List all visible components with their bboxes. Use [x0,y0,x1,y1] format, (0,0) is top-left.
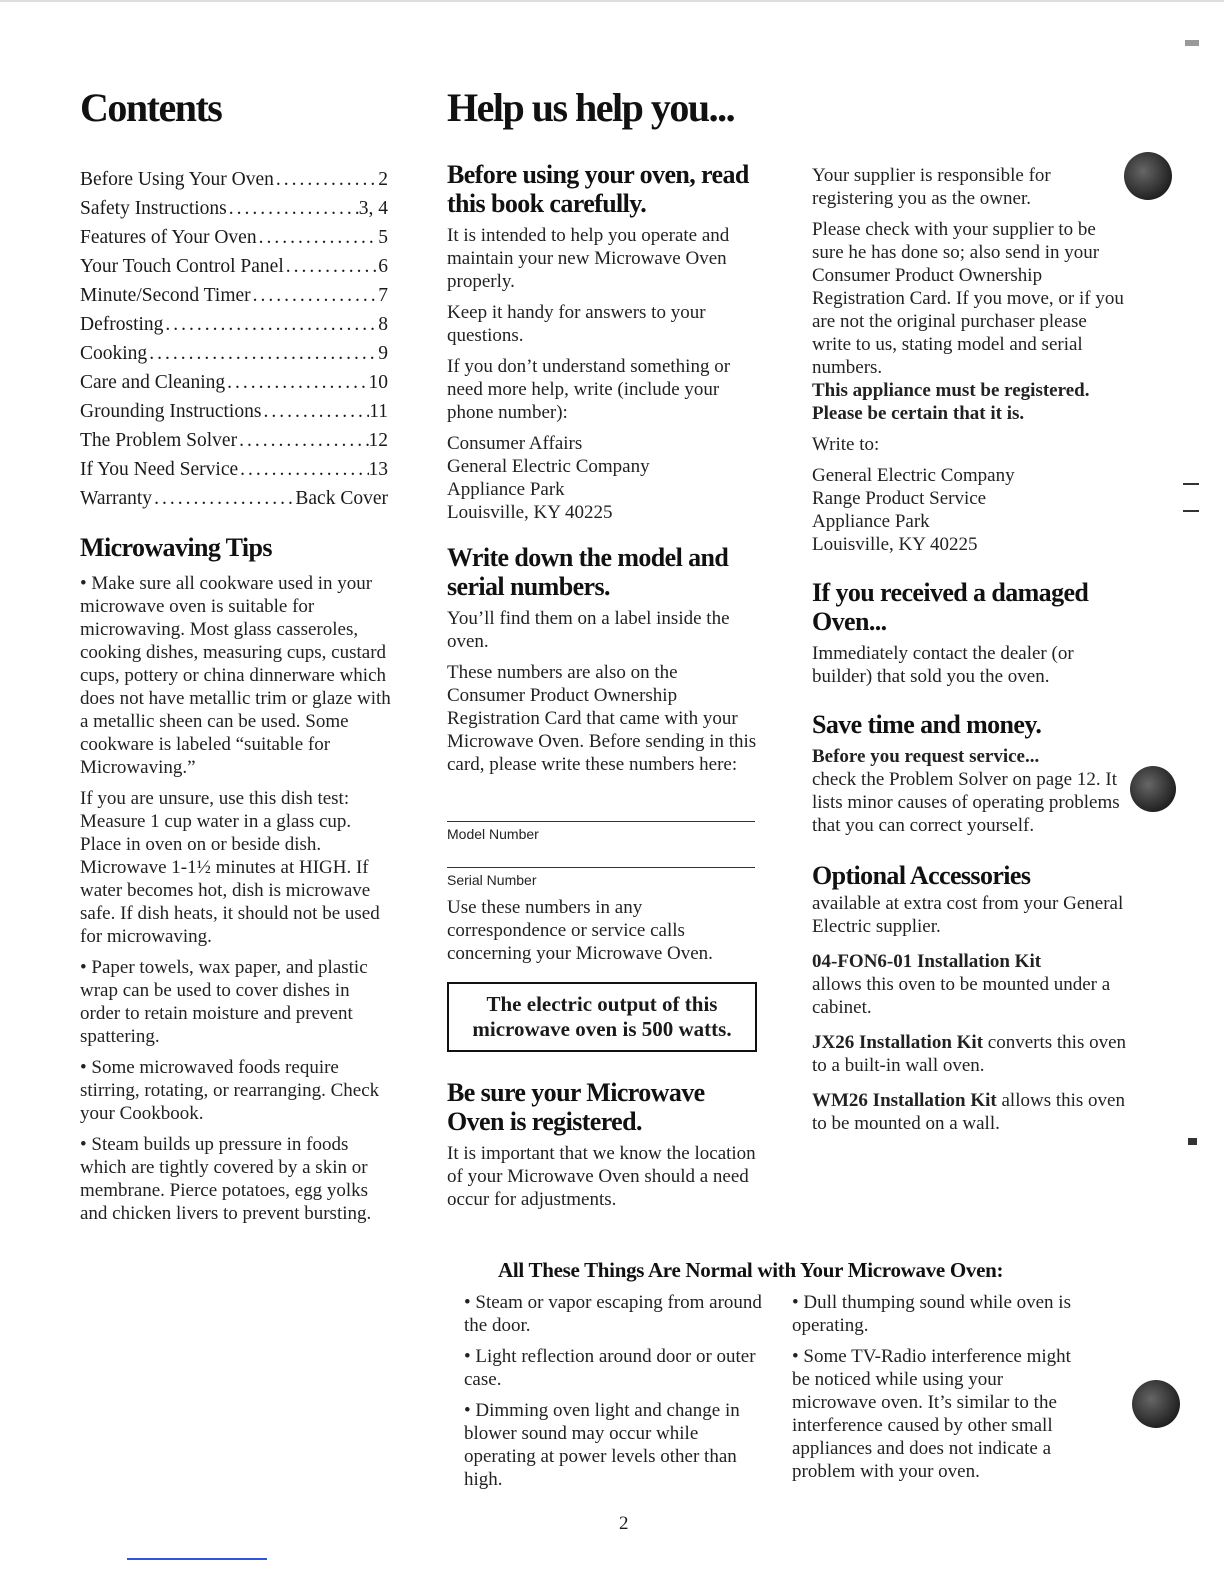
before-paragraph: If you don’t understand something or need more help, write (include your phone number): [447,356,731,423]
toc-title: Cooking [80,343,148,364]
tips-heading: Microwaving Tips [80,533,272,562]
toc-page: 8 [378,314,388,335]
normal-bullet: • Some TV-Radio interference might be noticed while using your microwave oven. It’s similar to the interference caused by other small appliances and does not indicate a problem with your oven. [792,1346,1071,1482]
address-line: Range Product Service [812,488,987,509]
toc-title: Care and Cleaning [80,372,226,393]
toc-leader [251,281,379,310]
contents-heading: Contents [80,85,222,130]
tips-section [80,533,392,1233]
before-section [447,160,757,524]
supplier-paragraph: Your supplier is responsible for registering you as the owner. [812,165,1051,209]
toc-page: 6 [378,256,388,277]
model-heading: Write down the model and serial numbers. [447,543,729,601]
address-line: General Electric Company [447,456,650,477]
toc-leader [261,397,369,426]
edge-mark [1183,510,1199,512]
binding-hole-dot [1132,1380,1180,1428]
edge-mark [1185,40,1199,46]
contents-list [80,165,388,513]
toc-row [80,194,388,223]
normal-heading: All These Things Are Normal with Your Microwave Oven: [498,1258,1004,1282]
address-line: Appliance Park [812,511,930,532]
tips-bullet: • Paper towels, wax paper, and plastic wrap can be used to cover dishes in order to retain moisture and prevent spattering. [80,957,368,1047]
toc-leader [257,223,379,252]
toc-leader [147,339,378,368]
toc-title: If You Need Service [80,459,239,480]
registered-section [447,1078,757,1219]
toc-leader [227,194,359,223]
address-line: Louisville, KY 40225 [447,502,613,523]
toc-title: Before Using Your Oven [80,169,274,190]
kit-name: JX26 Installation Kit [812,1032,984,1053]
tips-bullet: • Make sure all cookware used in your microwave oven is suitable for microwaving. Most glass casseroles, cooking dishes, measuring cups, custard cups, pottery or china dinnerware which does not have metallic trim or glaze with a metallic sheen can be used. Some cookware is labeled “suitable for Microwaving.” [80,573,391,778]
toc-title: Safety Instructions [80,198,227,219]
footer-rule [127,1558,267,1560]
kit-name: 04-FON6-01 Installation Kit [812,951,1042,972]
toc-page: 12 [368,430,388,451]
damaged-heading: If you received a damaged Oven... [812,578,1089,636]
normal-bullet: • Dull thumping sound while oven is operating. [792,1292,1071,1336]
toc-leader [225,368,368,397]
accessories-paragraph: available at extra cost from your General Electric supplier. [812,893,1124,937]
binding-hole-dot [1130,766,1176,812]
toc-page: 11 [369,401,388,422]
binding-hole-dot [1124,152,1172,200]
top-scan-rule [0,0,1224,2]
kit-description: allows this oven to be mounted on a wall. [812,1090,1125,1134]
address-line: Louisville, KY 40225 [812,534,978,555]
help-heading: Help us help you... [447,85,735,130]
model-paragraph: These numbers are also on the Consumer Product Ownership Registration Card that came with your Microwave Oven. Before sending in this card, please write these numbers here: [447,662,757,775]
toc-page: 9 [378,343,388,364]
toc-title: Grounding Instructions [80,401,262,422]
damaged-section [812,578,1130,696]
save-paragraph: check the Problem Solver on page 12. It lists minor causes of operating problems that you can correct yourself. [812,769,1120,836]
model-number-field[interactable] [447,821,755,842]
toc-title: Minute/Second Timer [80,285,251,306]
serial-number-label: Serial Number [447,872,537,888]
toc-row [80,281,388,310]
normal-bullet: • Dimming oven light and change in blower sound may occur while operating at power levels other than high. [464,1400,740,1490]
toc-leader [274,165,378,194]
serial-number-field[interactable] [447,867,755,888]
toc-page: 7 [378,285,388,306]
toc-row [80,397,388,426]
supplier-section [812,164,1130,556]
toc-leader [238,455,368,484]
toc-leader [237,426,368,455]
toc-page: Back Cover [295,488,388,509]
model-paragraph: You’ll find them on a label inside the oven. [447,608,730,652]
toc-title: The Problem Solver [80,430,238,451]
toc-row [80,339,388,368]
toc-leader [152,484,295,513]
toc-page: 13 [368,459,388,480]
save-lead: Before you request service... [812,746,1040,767]
edge-mark [1188,1138,1197,1145]
registered-heading: Be sure your Microwave Oven is registered. [447,1078,705,1136]
toc-row [80,455,388,484]
toc-title: Features of Your Oven [80,227,257,248]
toc-page: 5 [378,227,388,248]
toc-title: Warranty [80,488,153,509]
electric-output-box: The electric output of this microwave oven is 500 watts. [447,982,757,1052]
write-to-label: Write to: [812,434,880,455]
toc-row [80,368,388,397]
toc-row [80,310,388,339]
before-paragraph: Keep it handy for answers to your questions. [447,302,706,346]
normal-left-column [464,1291,764,1499]
model-number-line [447,821,755,822]
serial-number-line [447,867,755,868]
registration-warning: This appliance must be registered. Please be certain that it is. [812,380,1090,424]
model-number-label: Model Number [447,826,539,842]
toc-page: 2 [378,169,388,190]
kit-name: WM26 Installation Kit [812,1090,997,1111]
dish-test-text: If you are unsure, use this dish test: Measure 1 cup water in a glass cup. Place in oven on or beside dish. Microwave 1-1½ minutes at HIGH. If water becomes hot, dish is microwave safe. If dish heats, it should not be used for microwaving. [80,788,380,947]
model-paragraph: Use these numbers in any correspondence or service calls concerning your Microwave Oven. [447,897,713,964]
normal-bullet: • Steam or vapor escaping from around the door. [464,1292,762,1336]
save-section [812,710,1130,845]
supplier-paragraph: Please check with your supplier to be sure he has done so; also send in your Consumer Product Ownership Registration Card. If you move, or if you are not the original purchaser please write to us, stating model and serial numbers. [812,219,1124,378]
model-usage-text [447,896,757,973]
range-service-address [812,464,1130,556]
save-heading: Save time and money. [812,710,1042,739]
normal-right-column [792,1291,1092,1491]
accessories-heading: Optional Accessories [812,861,1031,890]
kit-description: converts this oven to a built-in wall oven. [812,1032,1127,1076]
damaged-paragraph: Immediately contact the dealer (or builder) that sold you the oven. [812,643,1074,687]
tips-bullet: • Steam builds up pressure in foods which are tightly covered by a skin or membrane. Pierce potatoes, egg yolks and chicken livers to prevent bursting. [80,1134,372,1224]
address-line: Appliance Park [447,479,565,500]
toc-row [80,484,388,513]
normal-bullet: • Light reflection around door or outer case. [464,1346,756,1390]
registered-paragraph: It is important that we know the location of your Microwave Oven should a need occur for adjustments. [447,1143,756,1210]
toc-row [80,165,388,194]
edge-mark [1183,483,1199,485]
toc-title: Defrosting [80,314,164,335]
address-line: Consumer Affairs [447,433,583,454]
model-section [447,543,757,784]
address-line: General Electric Company [812,465,1015,486]
toc-row [80,223,388,252]
toc-row [80,426,388,455]
before-paragraph: It is intended to help you operate and maintain your new Microwave Oven properly. [447,225,730,292]
toc-page: 3, 4 [358,198,388,219]
toc-leader [284,252,378,281]
toc-leader [163,310,378,339]
accessories-section [812,861,1130,1143]
toc-row [80,252,388,281]
before-heading: Before using your oven, read this book carefully. [447,160,749,218]
consumer-affairs-address [447,432,757,524]
toc-title: Your Touch Control Panel [80,256,284,277]
kit-description: allows this oven to be mounted under a cabinet. [812,974,1111,1018]
page-number: 2 [619,1513,629,1534]
tips-bullet: • Some microwaved foods require stirring, rotating, or rearranging. Check your Cookbook. [80,1057,380,1124]
toc-page: 10 [368,372,388,393]
